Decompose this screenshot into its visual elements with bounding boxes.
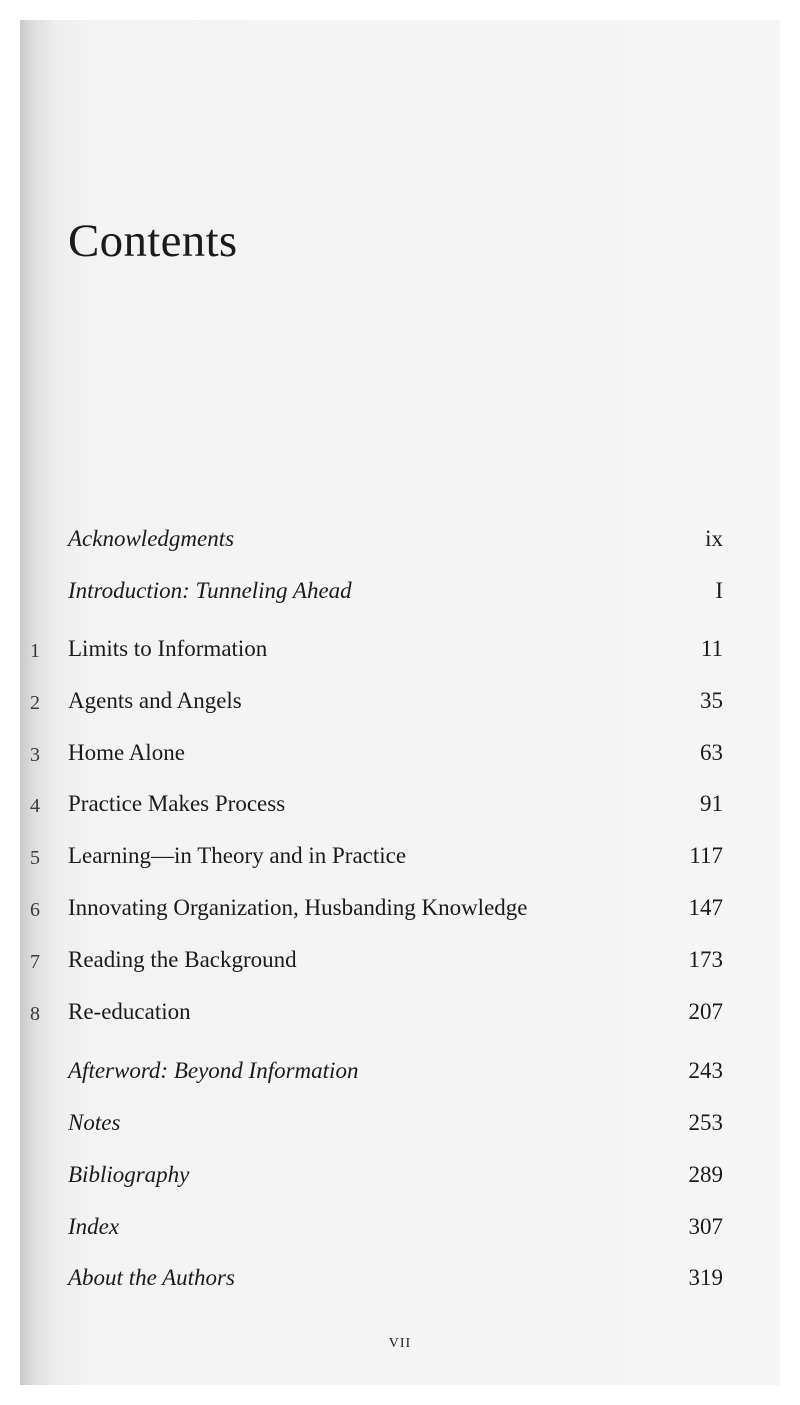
page-title: Contents <box>68 215 238 267</box>
toc-entry-title: Bibliography <box>68 1162 190 1187</box>
toc-entry-title: Notes <box>68 1110 121 1135</box>
toc-entry-page: 207 <box>688 999 723 1024</box>
toc-entry-page: 35 <box>700 688 723 713</box>
toc-entry-title: Introduction: Tunneling Ahead <box>68 578 352 603</box>
chapter-number: 4 <box>30 795 40 817</box>
toc-entry-page: 307 <box>688 1214 723 1239</box>
toc-entry-title: About the Authors <box>68 1265 235 1290</box>
toc-entry-page: ix <box>705 526 723 551</box>
toc-entry <box>20 1209 780 1245</box>
toc-entry <box>20 994 780 1030</box>
toc-entry <box>20 1260 780 1296</box>
toc-entry <box>20 890 780 926</box>
chapter-number: 8 <box>30 1003 40 1025</box>
toc-entry <box>20 1053 780 1089</box>
toc-entry <box>20 631 780 667</box>
toc-entry <box>20 838 780 874</box>
toc-entry <box>20 573 780 609</box>
toc-entry-page: 289 <box>688 1162 723 1187</box>
toc-entry-page: I <box>715 578 723 603</box>
chapter-number: 5 <box>30 847 40 869</box>
page-folio: VII <box>388 1336 412 1351</box>
toc-entry-page: 243 <box>688 1058 723 1083</box>
toc-entry-page: 319 <box>688 1265 723 1290</box>
toc-entry-title: Reading the Background <box>68 947 297 972</box>
toc-entry-page: 117 <box>689 843 723 868</box>
toc-entry <box>20 786 780 822</box>
toc-entry <box>20 942 780 978</box>
toc-entry <box>20 521 780 557</box>
toc-entry-title: Re-education <box>68 999 191 1024</box>
table-of-contents <box>20 20 780 1385</box>
toc-entry-title: Agents and Angels <box>68 688 242 713</box>
chapter-number: 6 <box>30 899 40 921</box>
chapter-number: 3 <box>30 744 40 766</box>
toc-entry-title: Index <box>68 1214 120 1239</box>
toc-entry-title: Learning—in Theory and in Practice <box>68 843 407 868</box>
toc-entry-page: 63 <box>700 740 723 765</box>
toc-entry <box>20 683 780 719</box>
toc-entry-page: 253 <box>688 1110 723 1135</box>
toc-entry-page: 147 <box>688 895 723 920</box>
toc-entry-title: Innovating Organization, Husbanding Knowledge <box>68 895 528 920</box>
chapter-number: 2 <box>30 692 40 714</box>
toc-entry-title: Practice Makes Process <box>68 791 286 816</box>
toc-entry-page: 91 <box>700 791 723 816</box>
toc-entry <box>20 1105 780 1141</box>
toc-entry <box>20 735 780 771</box>
toc-entry-title: Home Alone <box>68 740 185 765</box>
toc-entry-title: Acknowledgments <box>68 526 235 551</box>
toc-entry-title: Limits to Information <box>68 636 268 661</box>
chapter-number: 1 <box>30 640 40 662</box>
chapter-number: 7 <box>30 951 40 973</box>
book-page <box>20 20 780 1385</box>
toc-entry-title: Afterword: Beyond Information <box>68 1058 359 1083</box>
toc-entry-page: 11 <box>700 636 723 661</box>
toc-entry-page: 173 <box>688 947 723 972</box>
toc-entry <box>20 1157 780 1193</box>
